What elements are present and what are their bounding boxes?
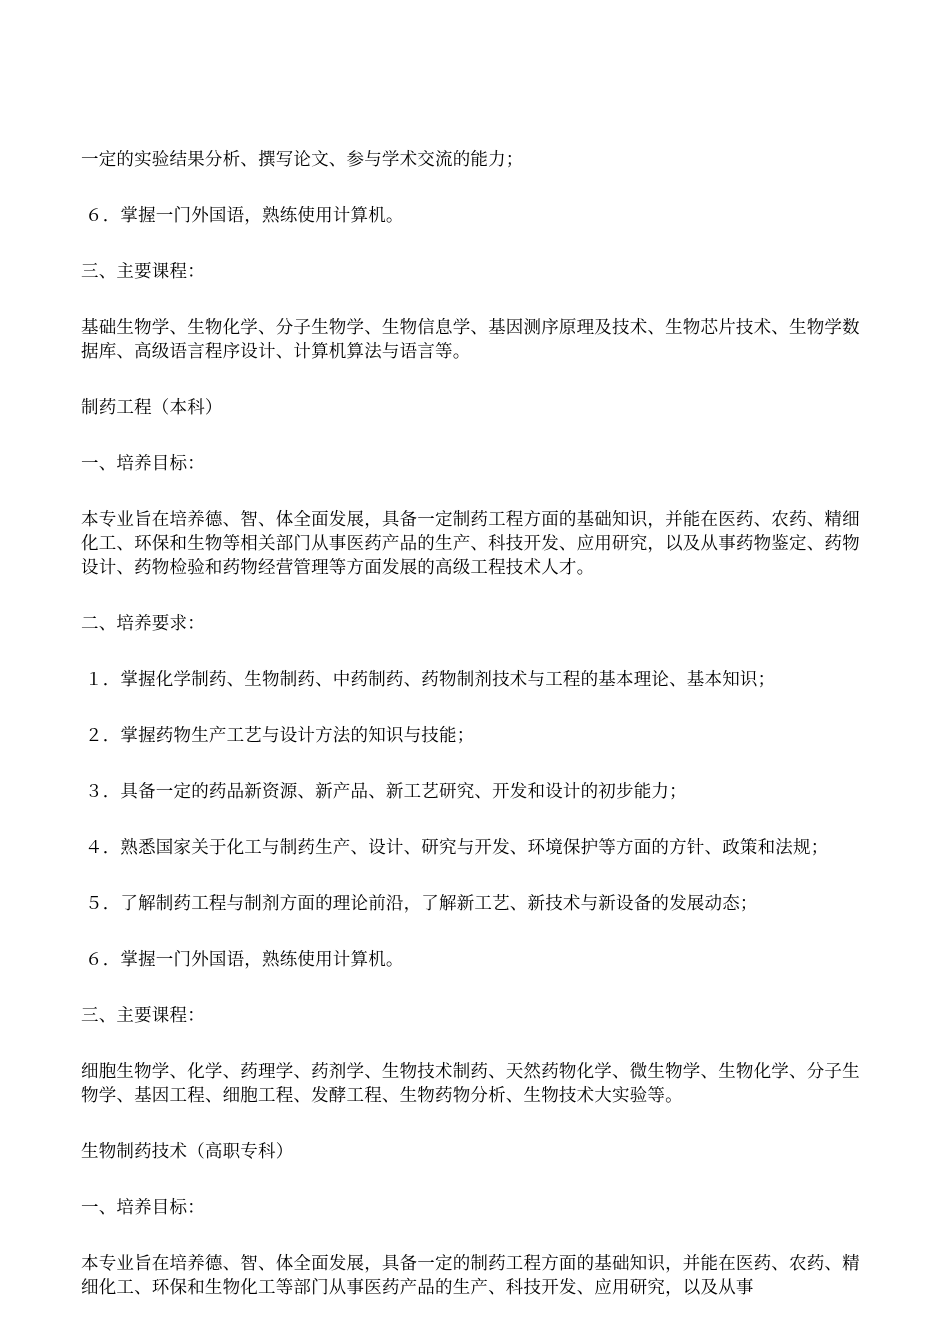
list-item: ６．掌握一门外国语，熟练使用计算机。	[85, 950, 404, 970]
list-item: ４．熟悉国家关于化工与制药生产、设计、研究与开发、环境保护等方面的方针、政策和法规；	[85, 838, 829, 858]
paragraph-body: 基础生物学、生物化学、分子生物学、生物信息学、基因测序原理及技术、生物芯片技术、生物学数据库、高级语言程序设计、计算机算法与语言等。	[81, 318, 860, 362]
document-page	[81, 148, 871, 1300]
paragraph-body: 本专业旨在培养德、智、体全面发展，具备一定制药工程方面的基础知识，并能在医药、农药、精细化工、环保和生物等相关部门从事医药产品的生产、科技开发、应用研究，以及从事药物鉴定、药物设计、药物检验和药物经营管理等方面发展的高级工程技术人才。	[81, 510, 860, 578]
section-heading: 三、主要课程：	[81, 262, 205, 282]
paragraph-body: 本专业旨在培养德、智、体全面发展，具备一定的制药工程方面的基础知识，并能在医药、农药、精细化工、环保和生物化工等部门从事医药产品的生产、科技开发、应用研究，以及从事	[81, 1254, 860, 1298]
list-item: ３．具备一定的药品新资源、新产品、新工艺研究、开发和设计的初步能力；	[85, 782, 687, 802]
section-heading: 一、培养目标：	[81, 454, 205, 474]
list-item: ５．了解制药工程与制剂方面的理论前沿，了解新工艺、新技术与新设备的发展动态；	[85, 894, 758, 914]
section-heading: 二、培养要求：	[81, 614, 205, 634]
program-title: 制药工程（本科）	[81, 398, 223, 418]
paragraph-body: 细胞生物学、化学、药理学、药剂学、生物技术制药、天然药物化学、微生物学、生物化学、分子生物学、基因工程、细胞工程、发酵工程、生物药物分析、生物技术大实验等。	[81, 1062, 860, 1106]
list-item: ２．掌握药物生产工艺与设计方法的知识与技能；	[85, 726, 475, 746]
list-item: １．掌握化学制药、生物制药、中药制药、药物制剂技术与工程的基本理论、基本知识；	[85, 670, 776, 690]
section-heading: 一、培养目标：	[81, 1198, 205, 1218]
list-item: ６．掌握一门外国语，熟练使用计算机。	[85, 206, 404, 226]
section-heading: 三、主要课程：	[81, 1006, 205, 1026]
program-title: 生物制药技术（高职专科）	[81, 1142, 294, 1162]
paragraph-continuation: 一定的实验结果分析、撰写论文、参与学术交流的能力；	[81, 150, 524, 170]
